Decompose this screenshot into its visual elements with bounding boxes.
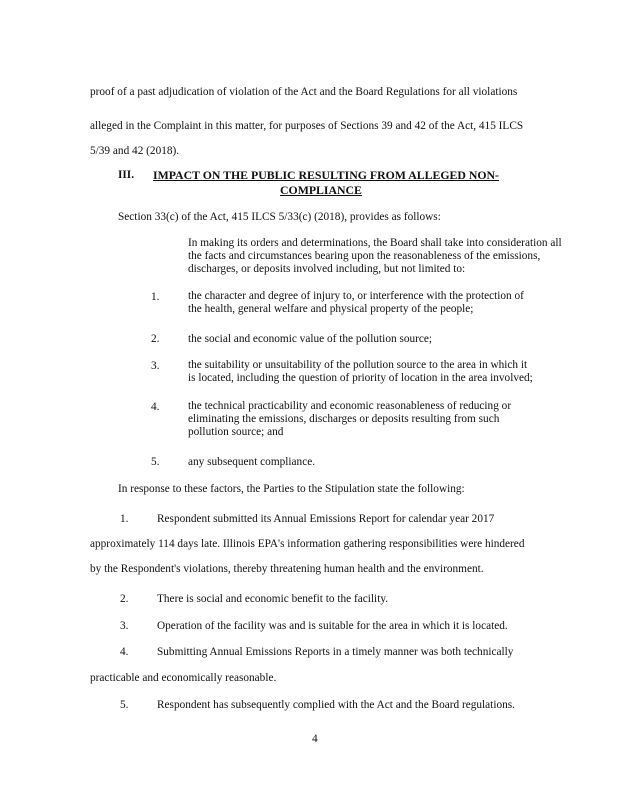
page-number: 4	[312, 733, 318, 745]
quote-text: the facts and circumstances bearing upon the reasonableness of the emissions,	[188, 250, 541, 262]
list-item: Submitting Annual Emissions Reports in a timely manner was both technically	[157, 646, 514, 658]
quote-text: discharges, or deposits involved including, but not limited to:	[188, 263, 466, 275]
list-number: 5.	[120, 699, 129, 711]
list-item: approximately 114 days late. Illinois EPA's information gathering responsibilities were hindered	[90, 538, 525, 550]
body-text: In response to these factors, the Parties to the Stipulation state the following:	[118, 483, 465, 495]
body-text: Section 33(c) of the Act, 415 ILCS 5/33(c) (2018), provides as follows:	[118, 211, 441, 223]
list-number: 5.	[151, 456, 160, 468]
list-item: Respondent has subsequently complied with the Act and the Board regulations.	[157, 699, 515, 711]
list-item: the technical practicability and economic reasonableness of reducing or	[188, 400, 512, 412]
list-number: 2.	[120, 593, 129, 605]
list-item: pollution source; and	[188, 426, 284, 438]
list-item: the suitability or unsuitability of the pollution source to the area in which it	[188, 359, 528, 371]
list-number: 3.	[120, 620, 129, 632]
list-item: any subsequent compliance.	[188, 456, 316, 468]
list-number: 4.	[120, 646, 129, 658]
section-heading: IMPACT ON THE PUBLIC RESULTING FROM ALLEGED NON-	[153, 168, 499, 182]
list-number: 1.	[151, 291, 160, 303]
section-heading: COMPLIANCE	[280, 183, 362, 197]
list-item: practicable and economically reasonable.	[90, 672, 277, 684]
list-number: 4.	[151, 401, 160, 413]
list-item: by the Respondent's violations, thereby threatening human health and the environment.	[90, 563, 484, 575]
list-number: 2.	[151, 333, 160, 345]
list-item: eliminating the emissions, discharges or deposits resulting from such	[188, 413, 500, 425]
quote-text: In making its orders and determinations, the Board shall take into consideration all	[188, 237, 562, 249]
list-item: There is social and economic benefit to the facility.	[157, 593, 389, 605]
body-text: 5/39 and 42 (2018).	[90, 145, 180, 157]
list-item: Respondent submitted its Annual Emissions Report for calendar year 2017	[157, 513, 495, 525]
list-item: is located, including the question of priority of location in the area involved;	[188, 372, 533, 384]
list-number: 3.	[151, 360, 160, 372]
list-item: the health, general welfare and physical property of the people;	[188, 303, 474, 315]
list-item: the character and degree of injury to, or interference with the protection of	[188, 290, 524, 302]
list-number: 1.	[120, 513, 129, 525]
section-number: III.	[118, 169, 135, 181]
body-text: alleged in the Complaint in this matter, for purposes of Sections 39 and 42 of the Act, 415 ILCS	[90, 120, 524, 132]
list-item: the social and economic value of the pollution source;	[188, 333, 433, 345]
list-item: Operation of the facility was and is suitable for the area in which it is located.	[157, 620, 508, 632]
body-text: proof of a past adjudication of violation of the Act and the Board Regulations for all violations	[90, 86, 518, 98]
